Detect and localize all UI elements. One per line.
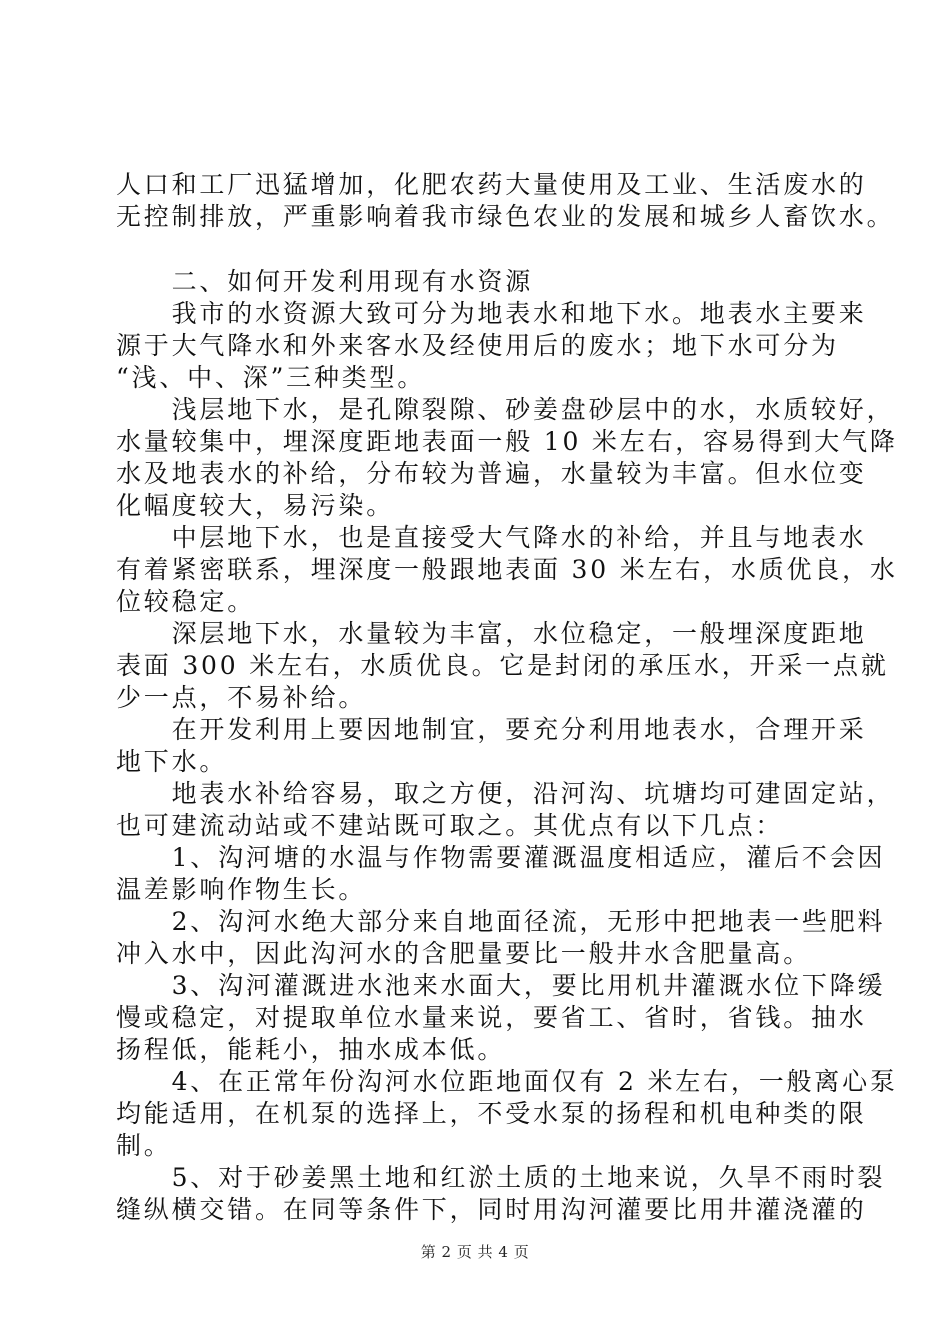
text-line: 源于大气降水和外来客水及经使用后的废水；地下水可分为 [116, 331, 839, 360]
text-line: 水及地表水的补给，分布较为普遍，水量较为丰富。但水位变 [116, 459, 867, 488]
text-line: 中层地下水，也是直接受大气降水的补给，并且与地表水 [116, 523, 867, 552]
text-line: 少一点，不易补给。 [116, 683, 367, 712]
text-line: 温差影响作物生长。 [116, 875, 367, 904]
page-number: 第 2 页 共 4 页 [420, 1243, 530, 1261]
text-line: 地下水。 [116, 747, 228, 776]
text-line: 人口和工厂迅猛增加，化肥农药大量使用及工业、生活废水的 [116, 170, 867, 199]
text-line: 有着紧密联系，埋深度一般跟地表面 30 米左右，水质优良，水 [116, 555, 898, 584]
section-heading: 二、如何开发利用现有水资源 [116, 267, 534, 296]
text-line: 在开发利用上要因地制宜，要充分利用地表水，合理开采 [116, 715, 867, 744]
text-line: 表面 300 米左右，水质优良。它是封闭的承压水，开采一点就 [116, 651, 889, 680]
page-footer [0, 1242, 950, 1262]
text-line: 我市的水资源大致可分为地表水和地下水。地表水主要来 [116, 299, 867, 328]
list-item-1: 1、沟河塘的水温与作物需要灌溉温度相适应，灌后不会因 [116, 843, 886, 872]
list-item-2: 2、沟河水绝大部分来自地面径流，无形中把地表一些肥料 [116, 907, 886, 936]
text-line: 无控制排放，严重影响着我市绿色农业的发展和城乡人畜饮水。 [116, 202, 895, 231]
text-line: 深层地下水，水量较为丰富，水位稳定，一般埋深度距地 [116, 619, 867, 648]
list-item-4: 4、在正常年份沟河水位距地面仅有 2 米左右，一般离心泵 [116, 1067, 898, 1096]
text-line: 制。 [116, 1131, 172, 1160]
text-line: 扬程低，能耗小，抽水成本低。 [116, 1035, 506, 1064]
text-line: 位较稳定。 [116, 587, 256, 616]
text-line: 慢或稳定，对提取单位水量来说，要省工、省时，省钱。抽水 [116, 1003, 867, 1032]
list-item-3: 3、沟河灌溉进水池来水面大，要比用机井灌溉水位下降缓 [116, 971, 886, 1000]
text-line: 浅层地下水，是孔隙裂隙、砂姜盘砂层中的水，水质较好， [116, 395, 895, 424]
list-item-5: 5、对于砂姜黑土地和红淤土质的土地来说，久旱不雨时裂 [116, 1163, 886, 1192]
text-line: 地表水补给容易，取之方便，沿河沟、坑塘均可建固定站， [116, 779, 895, 808]
body-text [116, 169, 898, 1226]
paragraph-gap [116, 233, 856, 266]
text-line: 化幅度较大，易污染。 [116, 491, 395, 520]
text-line: 均能适用，在机泵的选择上，不受水泵的扬程和机电种类的限 [116, 1099, 867, 1128]
text-line: 缝纵横交错。在同等条件下，同时用沟河灌要比用井灌浇灌的 [116, 1195, 867, 1224]
text-line: “浅、中、深”三种类型。 [116, 363, 426, 392]
text-line: 水量较集中，埋深度距地表面一般 10 米左右，容易得到大气降 [116, 427, 898, 456]
text-line: 也可建流动站或不建站既可取之。其优点有以下几点： [116, 811, 784, 840]
text-line: 冲入水中，因此沟河水的含肥量要比一般井水含肥量高。 [116, 939, 812, 968]
